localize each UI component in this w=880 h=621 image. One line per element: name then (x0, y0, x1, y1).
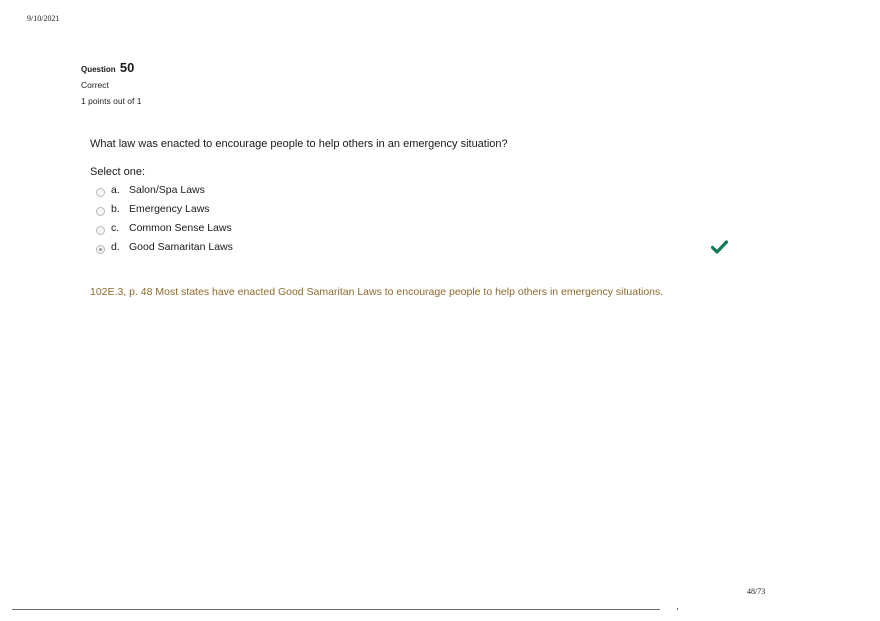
check-icon (711, 240, 728, 254)
question-heading (81, 60, 142, 78)
radio-button-d[interactable] (96, 245, 105, 254)
answer-list (96, 180, 736, 256)
answer-text: Common Sense Laws (129, 221, 232, 234)
answer-option-a[interactable] (96, 180, 736, 199)
answer-letter: b. (111, 202, 120, 215)
answer-letter: a. (111, 183, 120, 196)
footer-divider-mark (677, 608, 678, 610)
answer-text: Salon/Spa Laws (129, 183, 205, 196)
radio-button-c[interactable] (96, 226, 105, 235)
question-grade: 1 points out of 1 (81, 96, 142, 106)
footer-divider (12, 609, 660, 610)
question-number: 50 (119, 60, 135, 75)
answer-option-b[interactable] (96, 199, 736, 218)
question-state: Correct (81, 80, 109, 90)
answer-option-d[interactable] (96, 237, 736, 256)
general-feedback: 102E.3, p. 48 Most states have enacted Good Samaritan Laws to encourage people to help others in emergency situations. (90, 286, 664, 298)
radio-button-b[interactable] (96, 207, 105, 216)
answer-option-c[interactable] (96, 218, 736, 237)
answer-text: Good Samaritan Laws (129, 240, 233, 253)
question-info-panel (81, 60, 142, 106)
answer-text: Emergency Laws (129, 202, 210, 215)
print-date: 9/10/2021 (27, 14, 60, 23)
answer-prompt: Select one: (90, 166, 146, 178)
question-text: What law was enacted to encourage people to help others in an emergency situation? (90, 138, 508, 150)
answer-letter: d. (111, 240, 120, 253)
answer-letter: c. (111, 221, 120, 234)
radio-button-a[interactable] (96, 188, 105, 197)
question-label: Question (81, 65, 116, 74)
page-number: 48/73 (747, 587, 766, 596)
